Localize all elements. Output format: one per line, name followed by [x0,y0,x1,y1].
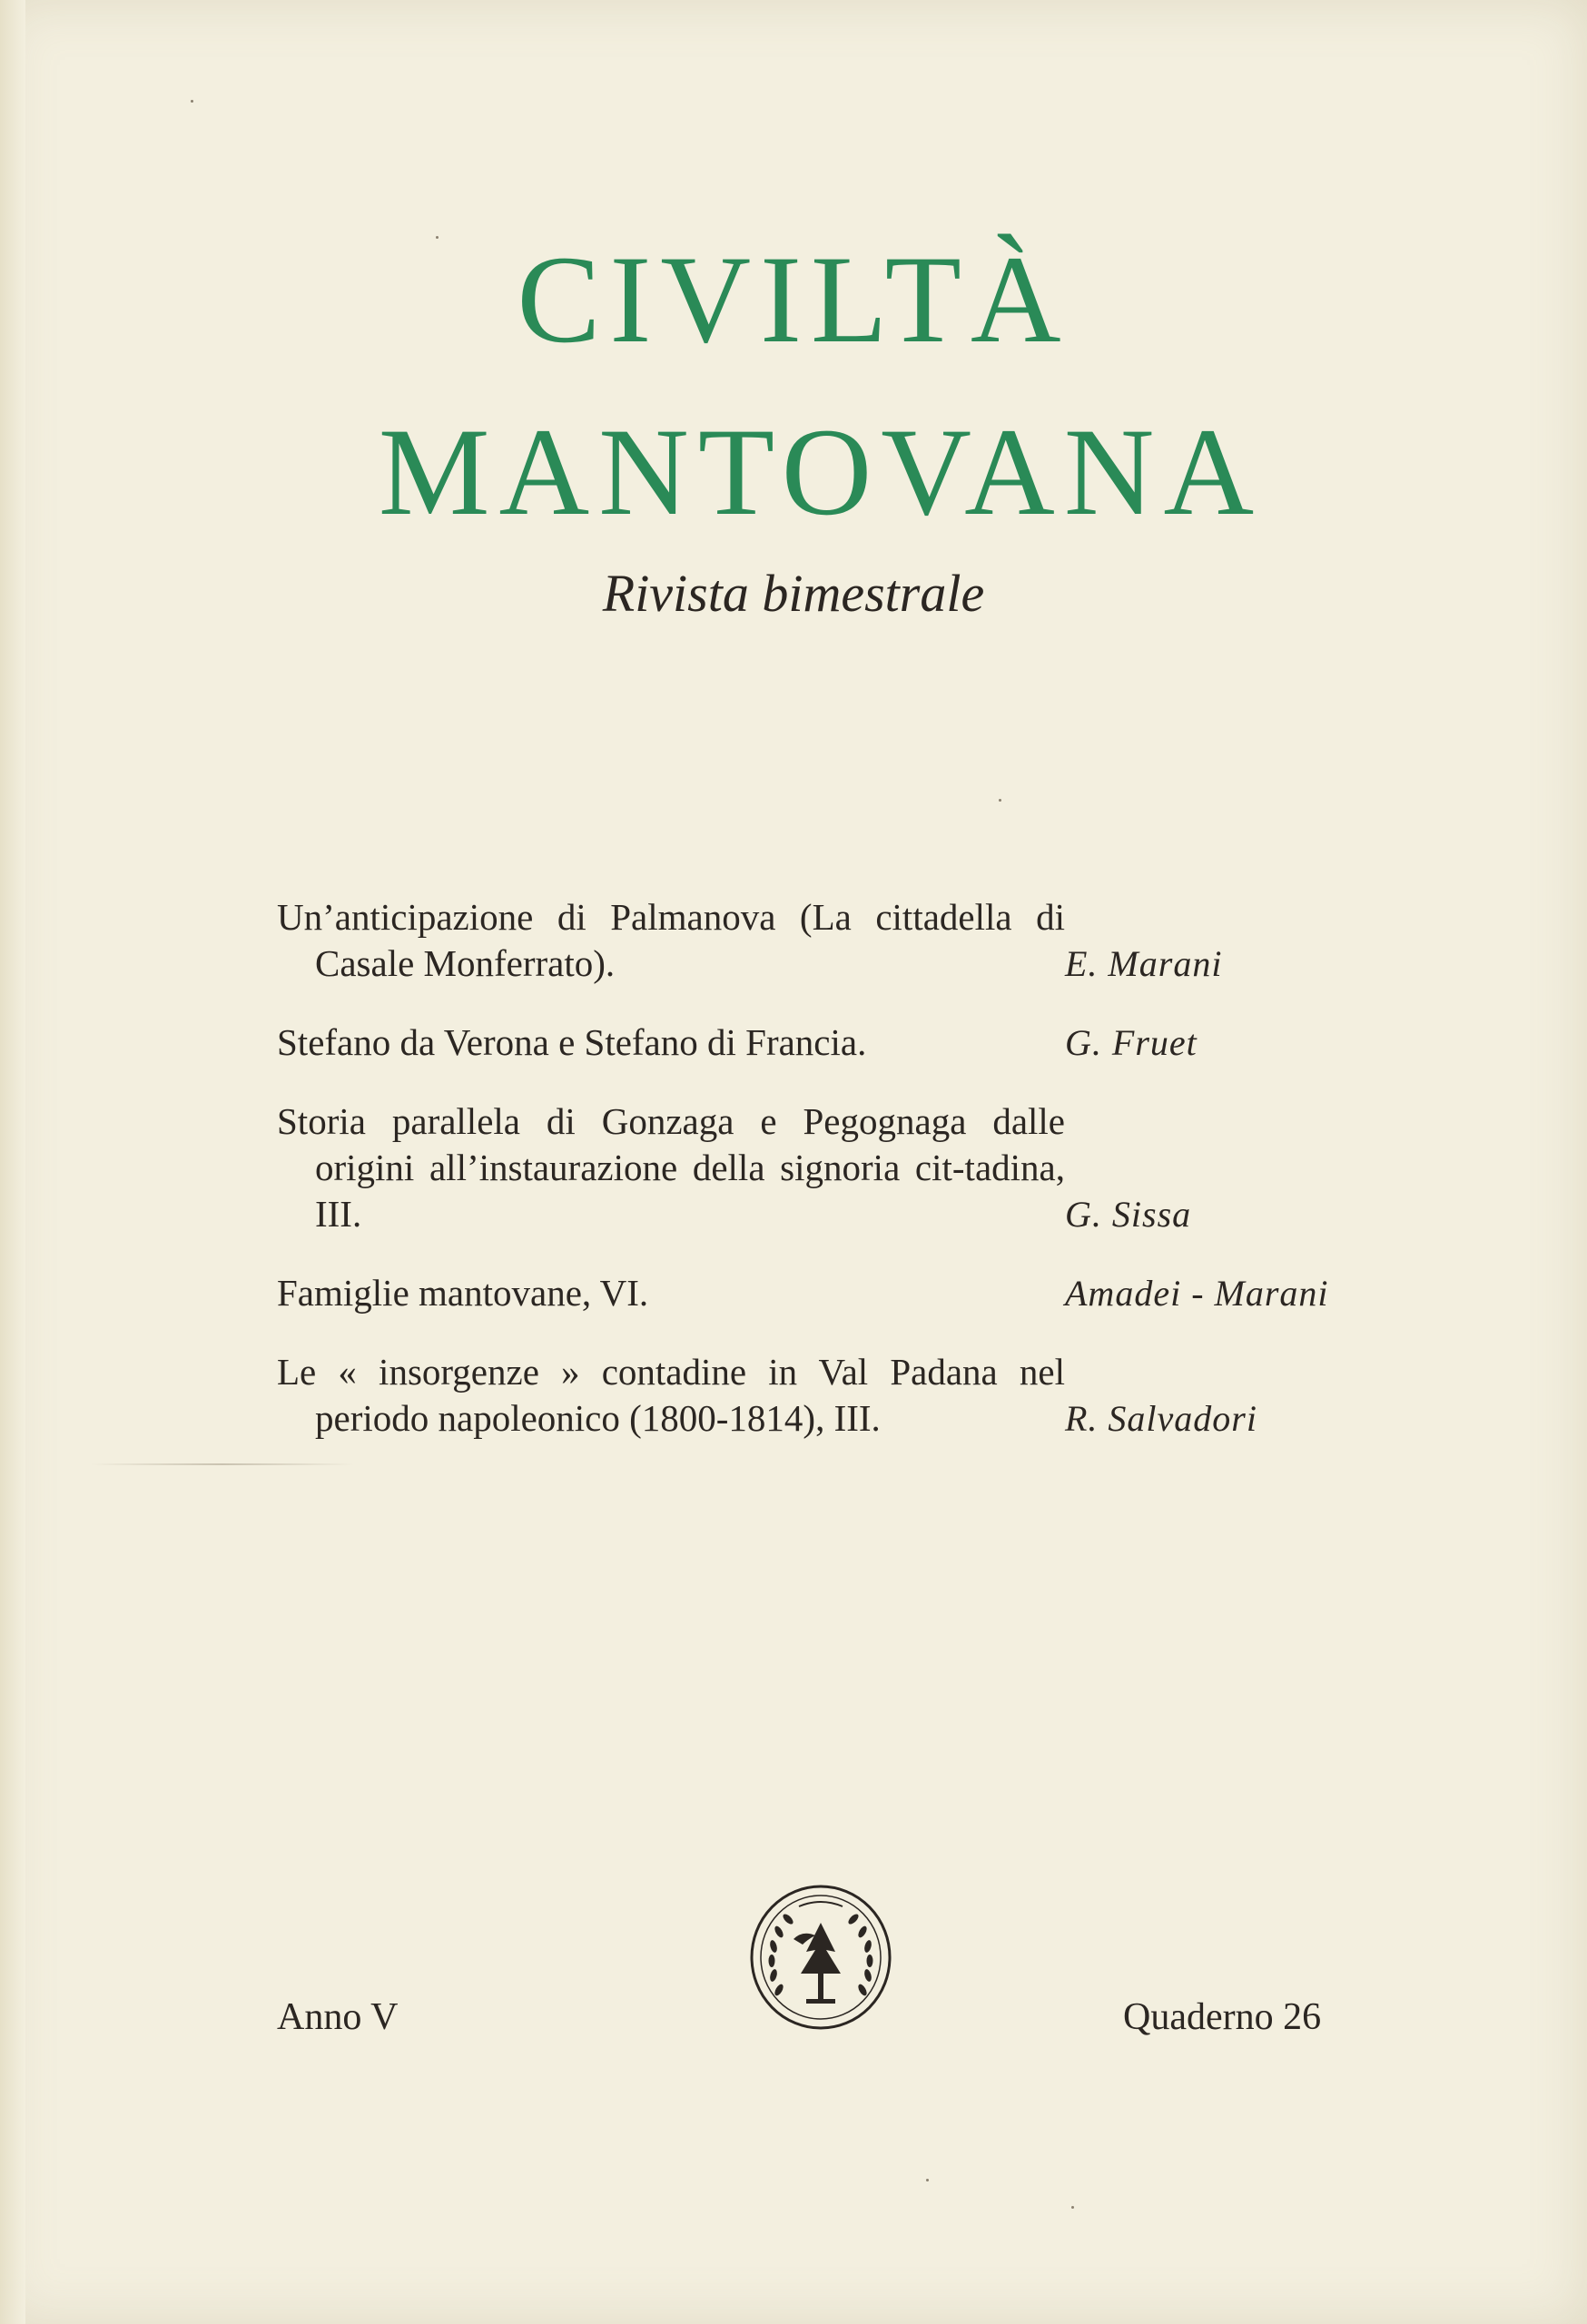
toc-entry-author: G. Fruet [1065,1022,1198,1063]
subtitle: Rivista bimestrale [602,564,985,623]
year-label: Anno V [277,1996,399,2038]
toc-entry [277,1019,1366,1066]
paper-crease [91,1463,354,1465]
toc-entry-author: E. Marani [1065,943,1223,984]
toc-entry-title: Un’anticipazione di Palmanova (La cittadella di Casale Monferrato). [277,896,1065,984]
toc-entry-author: G. Sissa [1065,1194,1192,1235]
paper-speck [999,799,1001,802]
laurel-wreath-tree-emblem-icon [746,1879,895,2034]
title-line-2: MANTOVANA [378,402,1264,541]
toc-entry [277,1349,1366,1442]
toc-entry-author: Amadei - Marani [1065,1273,1329,1314]
toc-entry-title: Storia parallela di Gonzaga e Pegognaga dalle origini all’instaurazione della signoria cit-tadina, III. [277,1100,1065,1235]
title-line-1: CIVILTÀ [517,230,1070,369]
paper-speck [1071,2206,1074,2209]
paper-speck [926,2179,929,2181]
toc-entry-title: Le « insorgenze » contadine in Val Padana nel periodo napoleonico (1800-1814), III. [277,1351,1065,1439]
toc-entry-title: Famiglie mantovane, VI. [277,1272,649,1314]
toc-entry-author: R. Salvadori [1065,1398,1257,1439]
toc-entry-title: Stefano da Verona e Stefano di Francia. [277,1021,867,1063]
toc-entry [277,894,1366,987]
toc-entry [277,1098,1366,1237]
paper-speck [191,100,193,103]
table-of-contents [277,894,1366,1474]
toc-entry [277,1270,1366,1316]
paper-speck [436,236,439,239]
issue-label: Quaderno 26 [1123,1996,1322,2038]
